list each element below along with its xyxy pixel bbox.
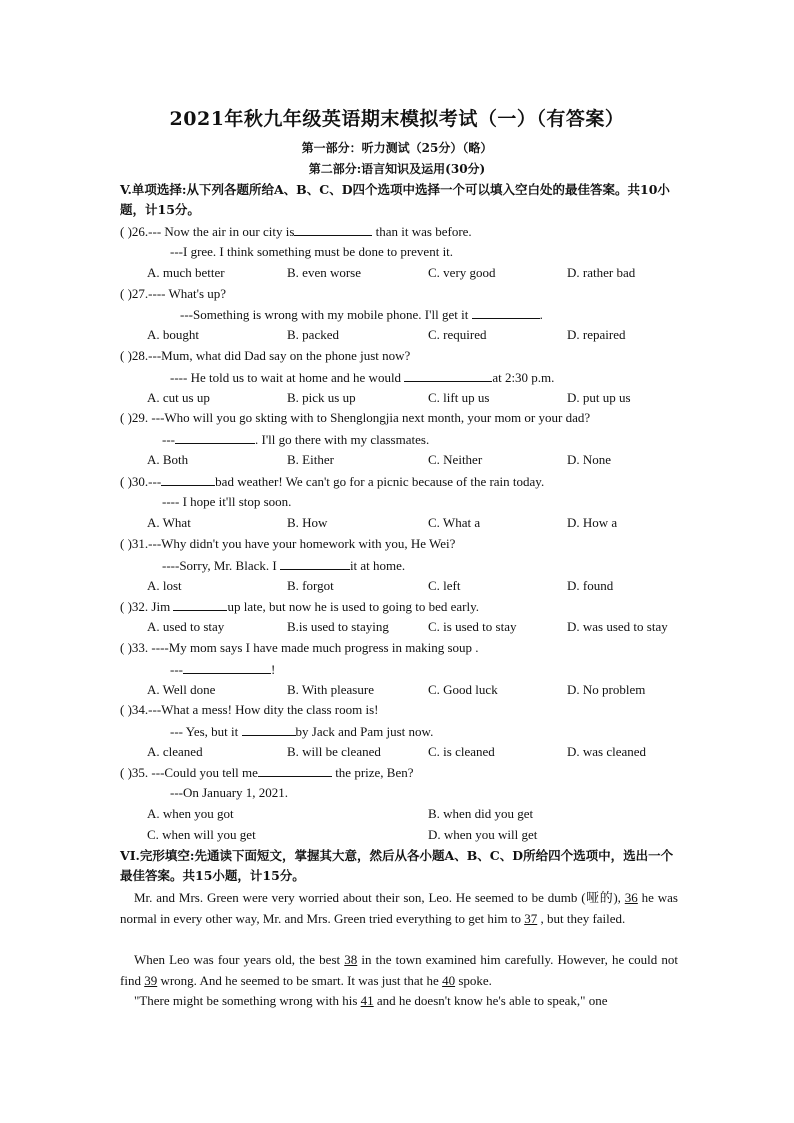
cloze-paragraph-1: Mr. and Mrs. Green were very worried about their son, Leo. He seemed to be dumb (哑的), 36 he was normal in every other way, Mr. and Mrs. Green tried everything to get him to 37 , but they failed. — [120, 890, 678, 926]
option-b: B. Either — [287, 452, 334, 467]
question-32: ( )32. Jim up late, but now he is used to going to bed early. — [120, 599, 479, 614]
question-30: ( )30.--- bad weather! We can't go for a picnic because of the rain today. — [120, 474, 545, 489]
question-26: ( )26.--- Now the air in our city is than it was before. — [120, 224, 472, 239]
question-29-reply: --- . I'll go there with my classmates. — [162, 432, 430, 447]
question-33: ( )33. ----My mom says I have made much progress in making soup . — [120, 640, 479, 655]
option-a: A. Both — [147, 452, 189, 467]
cloze-paragraph-3: "There might be something wrong with his 41 and he doesn't know he's able to speak," one — [134, 993, 608, 1008]
question-26-reply: ---I gree. I think something must be done to prevent it. — [170, 244, 454, 259]
option-a: A. Well done — [147, 682, 216, 697]
option-c: C. is used to stay — [428, 619, 517, 634]
fill-blank — [404, 368, 492, 382]
cloze-paragraph-2: When Leo was four years old, the best 38 in the town examined him carefully. However, he could not find 39 wrong. And he seemed to be smart. It was just that he 40 spoke. — [120, 952, 678, 988]
part-two-heading: 第二部分:语言知识及运用(30分) — [308, 162, 486, 176]
question-35: ( )35. ---Could you tell me the prize, Ben? — [120, 765, 414, 780]
option-a: A. What — [147, 515, 191, 530]
cloze-blank-39: 39 — [144, 972, 158, 988]
option-b: B. packed — [287, 327, 339, 342]
option-d: D. None — [567, 452, 612, 467]
part-one-heading: 第一部分：听力测试（25分）（略） — [301, 141, 493, 155]
option-c: C. left — [428, 578, 461, 593]
cloze-blank-40: 40 — [442, 972, 456, 988]
option-d: D. repaired — [567, 327, 626, 342]
option-c: C. lift up us — [428, 390, 490, 405]
option-d: D. was used to stay — [567, 619, 668, 634]
fill-blank — [175, 430, 255, 444]
option-b: B.is used to staying — [287, 619, 389, 634]
option-a: A. much better — [147, 265, 225, 280]
option-c: C. Good luck — [428, 682, 498, 697]
question-29: ( )29. ---Who will you go skting with to Shenglongjia next month, your mom or your dad? — [120, 410, 591, 425]
question-31: ( )31.---Why didn't you have your homework with you, He Wei? — [120, 536, 456, 551]
question-27-reply: ---Something is wrong with my mobile phone. I'll get it . — [180, 307, 543, 322]
section-five-instructions: V.单项选择:从下列各题所给A、B、C、D四个选项中选择一个可以填入空白处的最佳答案。共10小题，计15分。 — [120, 182, 670, 217]
option-b: B. How — [287, 515, 328, 530]
cloze-blank-41: 41 — [360, 993, 374, 1008]
fill-blank — [280, 556, 350, 570]
question-33-reply: --- ! — [170, 662, 276, 677]
option-c: C. very good — [428, 265, 496, 280]
fill-blank — [183, 660, 271, 674]
fill-blank — [173, 597, 227, 611]
option-b: B. pick us up — [287, 390, 356, 405]
option-d: D. No problem — [567, 682, 646, 697]
option-c: C. when will you get — [147, 827, 256, 842]
option-d: D. when you will get — [428, 827, 538, 842]
question-28-reply: ---- He told us to wait at home and he would at 2:30 p.m. — [170, 370, 555, 385]
option-b: B. will be cleaned — [287, 744, 381, 759]
question-34: ( )34.---What a mess! How dity the class room is! — [120, 702, 379, 717]
option-b: B. forgot — [287, 578, 334, 593]
cloze-blank-37: 37 — [524, 910, 538, 926]
option-b: B. when did you get — [428, 806, 534, 821]
question-35-reply: ---On January 1, 2021. — [170, 785, 289, 800]
option-a: A. cut us up — [147, 390, 210, 405]
question-30-reply: ---- I hope it'll stop soon. — [162, 494, 292, 509]
question-34-reply: --- Yes, but it by Jack and Pam just now. — [170, 724, 434, 739]
option-d: D. was cleaned — [567, 744, 647, 759]
page-title: 2021年秋九年级英语期末模拟考试（一）（有答案） — [169, 108, 625, 130]
option-c: C. is cleaned — [428, 744, 495, 759]
answer-paren: ( ) — [120, 224, 132, 239]
option-a: A. cleaned — [147, 744, 203, 759]
option-c: C. Neither — [428, 452, 483, 467]
option-b: B. With pleasure — [287, 682, 374, 697]
fill-blank — [472, 305, 540, 319]
option-d: D. rather bad — [567, 265, 636, 280]
question-31-reply: ----Sorry, Mr. Black. I it at home. — [162, 558, 406, 573]
cloze-blank-36: 36 — [624, 890, 638, 905]
fill-blank — [294, 222, 372, 236]
fill-blank — [161, 472, 215, 486]
cloze-blank-38: 38 — [344, 952, 358, 967]
option-a: A. lost — [147, 578, 182, 593]
option-c: C. What a — [428, 515, 481, 530]
option-d: D. put up us — [567, 390, 631, 405]
option-a: A. when you got — [147, 806, 234, 821]
option-d: D. How a — [567, 515, 618, 530]
option-c: C. required — [428, 327, 487, 342]
option-a: A. used to stay — [147, 619, 225, 634]
option-b: B. even worse — [287, 265, 362, 280]
question-27: ( )27.---- What's up? — [120, 286, 227, 301]
fill-blank — [258, 763, 332, 777]
fill-blank — [242, 722, 296, 736]
option-d: D. found — [567, 578, 614, 593]
section-six-instructions: VI.完形填空:先通读下面短文，掌握其大意，然后从各小题A、B、C、D所给四个选项中，选出一个最佳答案。共15小题，计15分。 — [120, 848, 674, 883]
question-28: ( )28.---Mum, what did Dad say on the phone just now? — [120, 348, 411, 363]
option-a: A. bought — [147, 327, 199, 342]
